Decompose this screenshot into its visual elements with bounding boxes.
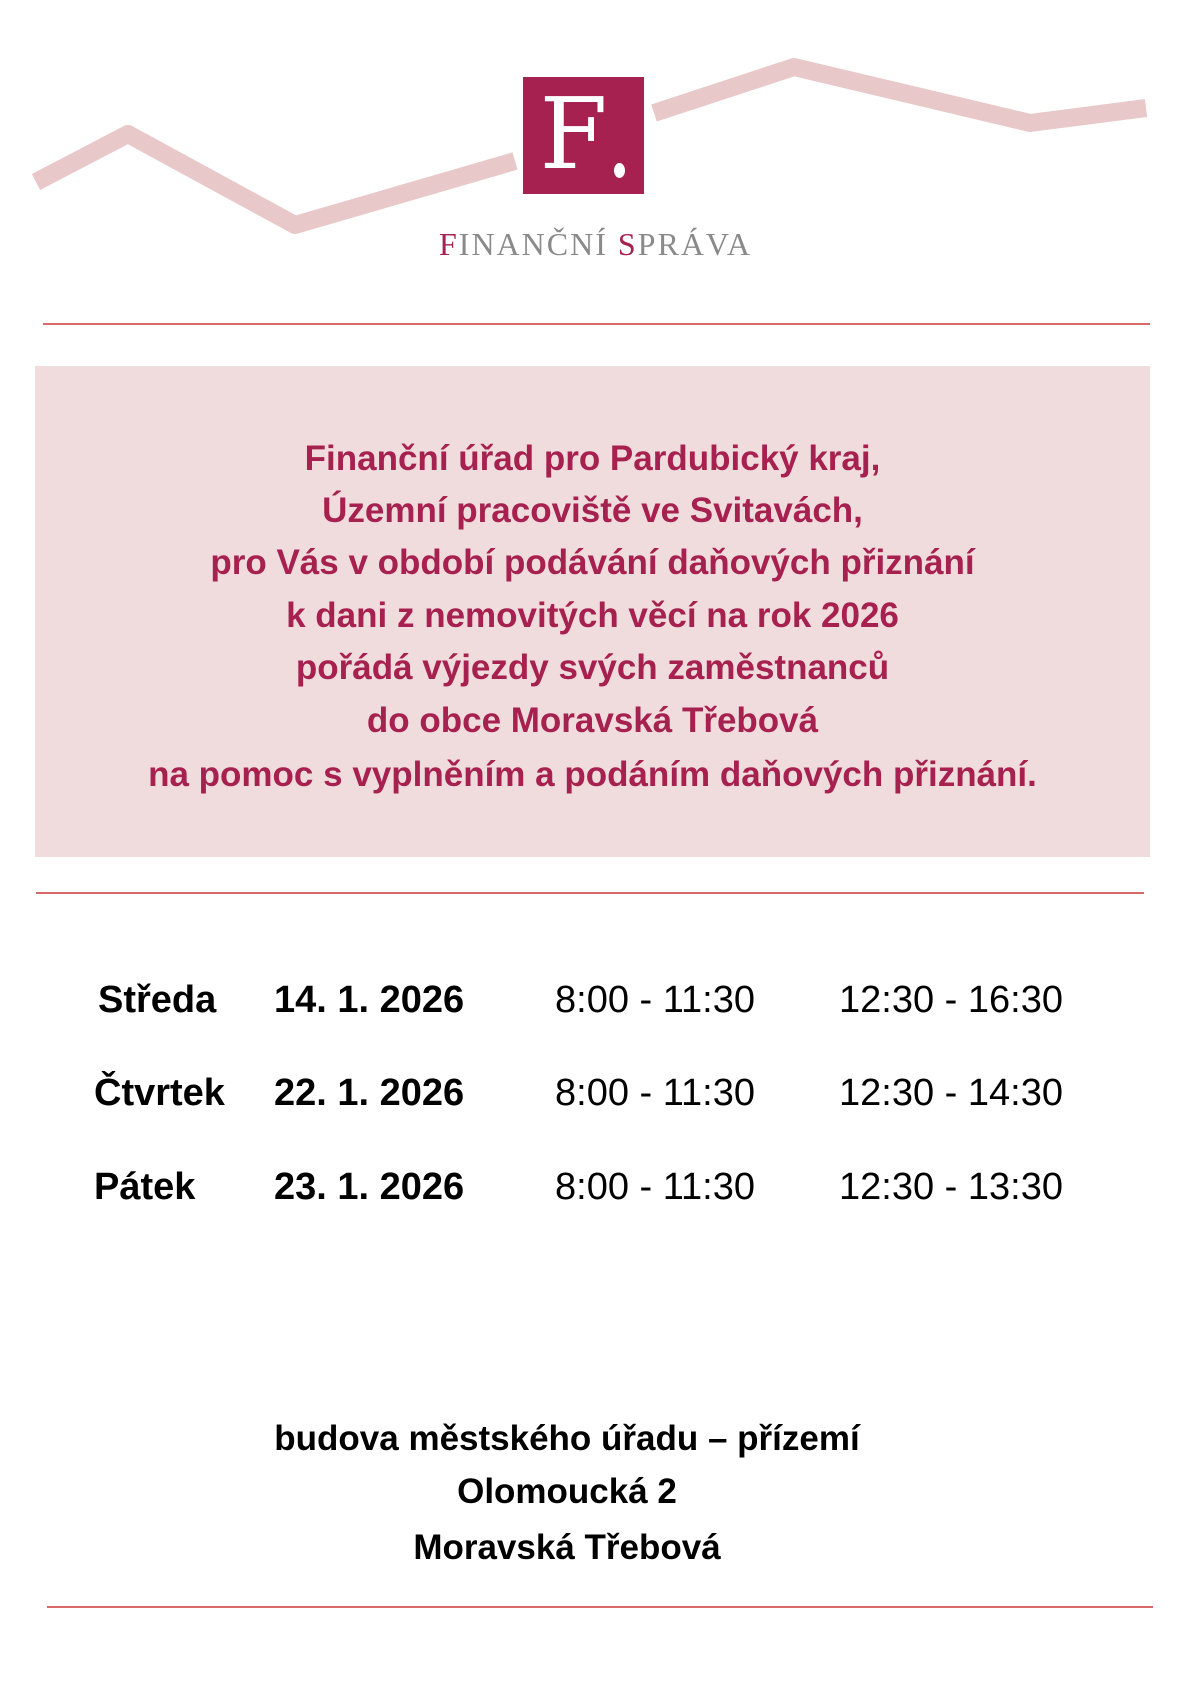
brand-initial-f: F [438, 226, 459, 262]
logo-dot [614, 163, 625, 178]
address-line: Olomoucká 2 [457, 1472, 677, 1511]
brand-text-2: PRÁVA [637, 226, 753, 262]
schedule-afternoon: 12:30 - 13:30 [839, 1166, 1063, 1208]
schedule-day: Pátek [94, 1166, 196, 1208]
announcement-line: pořádá výjezdy svých zaměstnanců [295, 648, 890, 687]
brand-name [0, 226, 1191, 263]
schedule-date: 14. 1. 2026 [274, 979, 465, 1021]
brand-text-1: INANČNÍ [458, 226, 618, 262]
announcement-line: Finanční úřad pro Pardubický kraj, [304, 439, 881, 478]
schedule-morning: 8:00 - 11:30 [555, 1166, 756, 1208]
address-line: budova městského úřadu – přízemí [274, 1419, 860, 1458]
schedule-morning: 8:00 - 11:30 [555, 1072, 756, 1114]
divider-bottom [47, 1606, 1153, 1608]
schedule-afternoon: 12:30 - 16:30 [839, 979, 1063, 1021]
logo-mark [523, 77, 644, 194]
address-line: Moravská Třebová [413, 1528, 721, 1567]
announcement-line: pro Vás v období podávání daňových přiznání [210, 543, 975, 582]
brand-initial-s: S [617, 226, 638, 262]
schedule-date: 22. 1. 2026 [274, 1072, 465, 1114]
announcement-panel [35, 366, 1150, 857]
announcement-line: na pomoc s vyplněním a podáním daňových přiznání. [148, 755, 1037, 794]
schedule-date: 23. 1. 2026 [274, 1166, 465, 1208]
schedule-day: Čtvrtek [94, 1072, 225, 1114]
schedule-morning: 8:00 - 11:30 [555, 979, 756, 1021]
divider-middle [36, 892, 1144, 894]
schedule-afternoon: 12:30 - 14:30 [839, 1072, 1063, 1114]
announcement-line: Územní pracoviště ve Svitavách, [322, 491, 863, 530]
divider-top [43, 323, 1150, 325]
logo-letter: F [539, 78, 608, 192]
announcement-line: do obce Moravská Třebová [366, 701, 819, 740]
schedule-day: Středa [98, 979, 217, 1021]
announcement-line: k dani z nemovitých věcí na rok 2026 [286, 596, 899, 635]
